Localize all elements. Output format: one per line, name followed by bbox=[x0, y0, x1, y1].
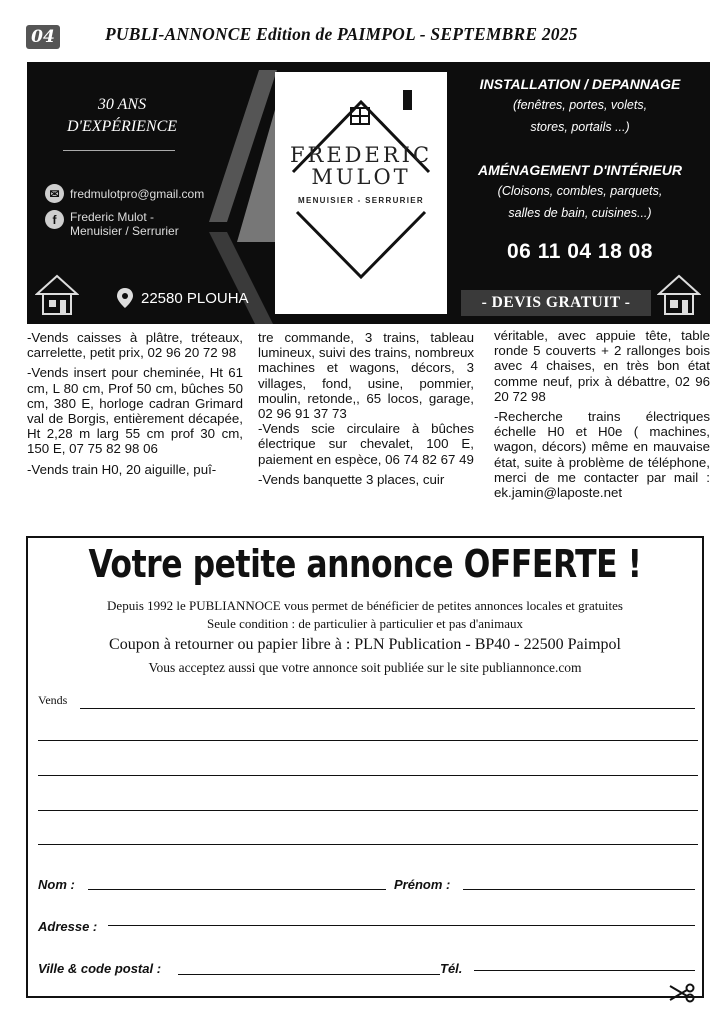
tel-input[interactable] bbox=[474, 970, 695, 971]
classified-ad: -Vends scie circulaire à bûches électrique sur chevalet, 100 E, paiement en espèce, 06 74 82 67 49 bbox=[258, 421, 474, 467]
email-text: fredmulotpro@gmail.com bbox=[70, 186, 205, 201]
adresse-label: Adresse : bbox=[38, 919, 98, 934]
coupon-title: Votre petite annonce OFFERTE ! bbox=[88, 542, 642, 586]
ad-text-line[interactable] bbox=[38, 810, 698, 811]
vends-input[interactable] bbox=[80, 708, 695, 709]
page-header-title: PUBLI-ANNONCE Edition de PAIMPOL - SEPTEMBRE 2025 bbox=[105, 24, 578, 44]
nom-input[interactable] bbox=[88, 889, 386, 890]
email-contact[interactable] bbox=[45, 184, 204, 203]
tel-label: Tél. bbox=[440, 961, 463, 976]
house-illustration-icon bbox=[35, 270, 79, 318]
logo-subtitle: MENUISIER - SERRURIER bbox=[298, 196, 424, 205]
facebook-icon: f bbox=[45, 210, 64, 229]
phone-number[interactable]: 06 11 04 18 08 bbox=[507, 240, 653, 263]
location-text: 22580 PLOUHA bbox=[141, 289, 249, 307]
free-ad-coupon bbox=[26, 536, 704, 998]
classifieds-column-3 bbox=[494, 328, 710, 505]
classified-ad: véritable, avec appuie tête, table ronde 5 couverts + 2 rallonges bois avec 4 chaises, en très bon état comme neuf, prix à débattre, 02 96 20 72 98 bbox=[494, 328, 710, 404]
ad-text-line[interactable] bbox=[38, 740, 698, 741]
classified-ad: -Vends caisses à plâtre, tréteaux, carrelette, petit prix, 02 96 20 72 98 bbox=[27, 330, 243, 361]
facebook-name: Frederic Mulot - bbox=[70, 210, 155, 224]
coupon-consent: Vous acceptez aussi que votre annonce soit publiée sur le site publiannonce.com bbox=[148, 660, 582, 675]
experience-label: D'EXPÉRIENCE bbox=[66, 118, 178, 135]
logo-last-name: MULOT bbox=[311, 165, 411, 189]
service-installation-title: INSTALLATION / DEPANNAGE bbox=[479, 76, 681, 92]
divider bbox=[63, 150, 175, 151]
logo-name bbox=[275, 144, 447, 188]
coupon-condition: Seule condition : de particulier à particulier et pas d'animaux bbox=[206, 616, 524, 631]
nom-label: Nom : bbox=[38, 877, 75, 892]
company-logo bbox=[275, 72, 447, 314]
classified-ad: -Vends insert pour cheminée, Ht 61 cm, L 80 cm, Prof 50 cm, bûches 50 cm, 380 E, horloge cadran Grimard val de Borgis, entièrement décapée, Ht 2,28 m larg 55 cm prof 30 cm, 150 E, 07 75 82 98 06 bbox=[27, 365, 243, 457]
prenom-label: Prénom : bbox=[394, 877, 451, 892]
classified-ad: -Recherche trains électriques échelle H0 et H0e ( machines, wagon, décors) même en mauvaise état, suite à problème de téléphone, merci de me contacter par mail : ek.jamin@laposte.net bbox=[494, 409, 710, 501]
service-amenagement-line: (Cloisons, combles, parquets, bbox=[497, 184, 663, 198]
ad-text-line[interactable] bbox=[38, 775, 698, 776]
facebook-contact[interactable] bbox=[45, 210, 179, 238]
classified-ad: -Vends train H0, 20 aiguille, puî- bbox=[27, 461, 217, 477]
location-pin-icon bbox=[117, 288, 133, 308]
service-installation-line: stores, portails ...) bbox=[530, 120, 630, 134]
scissors-icon bbox=[668, 982, 698, 1004]
service-amenagement-line: salles de bain, cuisines...) bbox=[508, 206, 652, 220]
ville-input[interactable] bbox=[178, 974, 440, 975]
service-amenagement-title: AMÉNAGEMENT D'INTÉRIEUR bbox=[478, 162, 682, 178]
ad-text-line[interactable] bbox=[38, 844, 698, 845]
experience-years: 30 ANS bbox=[97, 96, 147, 113]
advert-banner bbox=[27, 62, 710, 324]
logo-first-name: FREDERIC bbox=[289, 143, 433, 167]
house-diamond-logo-icon bbox=[275, 72, 447, 314]
classified-ad: -Vends banquette 3 places, cuir bbox=[258, 471, 445, 487]
location bbox=[117, 288, 249, 308]
classifieds-column-2 bbox=[258, 330, 474, 492]
house-illustration-icon bbox=[657, 270, 701, 318]
prenom-input[interactable] bbox=[463, 889, 695, 890]
decorative-stripes bbox=[197, 62, 287, 324]
classifieds-column-1 bbox=[27, 330, 243, 482]
page-number: 04 bbox=[26, 25, 60, 49]
ville-label: Ville & code postal : bbox=[38, 961, 162, 976]
service-installation-line: (fenêtres, portes, volets, bbox=[512, 98, 648, 112]
adresse-input[interactable] bbox=[108, 925, 695, 926]
facebook-role: Menuisier / Serrurier bbox=[70, 224, 179, 238]
experience-badge bbox=[57, 94, 187, 138]
coupon-address: Coupon à retourner ou papier libre à : PLN Publication - BP40 - 22500 Paimpol bbox=[109, 636, 621, 653]
classified-ad: tre commande, 3 trains, tableau lumineux, suivi des trains, nombreux machines et wagons, décors, 3 villages, fond, usine, pommier, moulin, retonde,, 65 locos, garage, 02 96 91 37 73 bbox=[258, 330, 474, 422]
mail-icon: ✉ bbox=[45, 184, 64, 203]
vends-label: Vends bbox=[38, 693, 68, 707]
free-quote-label: - DEVIS GRATUIT - bbox=[461, 290, 651, 316]
coupon-intro: Depuis 1992 le PUBLIANNOCE vous permet de bénéficier de petites annonces locales et gratuites bbox=[107, 598, 623, 613]
